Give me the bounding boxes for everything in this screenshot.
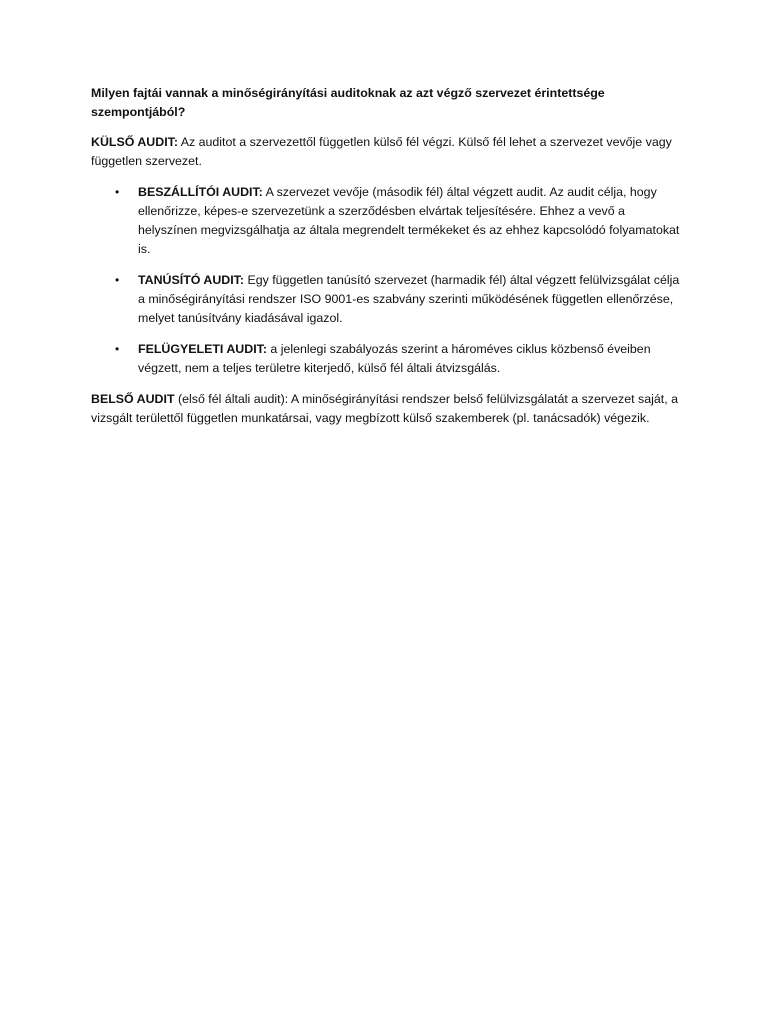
internal-audit-label: BELSŐ AUDIT [91,392,175,406]
question-heading: Milyen fajtái vannak a minőségirányítási auditoknak az azt végző szervezet érintettsége szempontjából? [91,86,605,119]
certification-audit-text: Egy független tanúsító szervezet (harmadik fél) által végzett felülvizsgálat célja a minőségirányítási rendszer ISO 9001-es szabvány szerinti működésének független ellenőrzése, melyet tanúsítvány kiadásával igazol. [138,273,680,325]
external-audit-label: KÜLSŐ AUDIT: [91,135,178,149]
list-item-certification-audit [115,271,681,328]
certification-audit-label: TANÚSÍTÓ AUDIT: [138,273,244,287]
surveillance-audit-label: FELÜGYELETI AUDIT: [138,342,267,356]
internal-audit-text: (első fél általi audit): A minőségirányítási rendszer belső felülvizsgálatát a szervezet saját, a vizsgált területtől független munkatársai, vagy megbízott külső szakemberek (pl. tanácsadók) végezik. [91,392,678,425]
supplier-audit-label: BESZÁLLÍTÓI AUDIT: [138,185,263,199]
list-item-surveillance-audit [115,340,681,378]
bullet-icon: • [115,273,120,287]
internal-audit-paragraph [91,390,681,428]
external-audit-text: Az auditot a szervezettől független külső fél végzi. Külső fél lehet a szervezet vevője vagy független szervezet. [91,135,672,168]
external-audit-paragraph [91,133,681,171]
list-item-supplier-audit [115,183,681,259]
supplier-audit-text: A szervezet vevője (második fél) által végzett audit. Az audit célja, hogy ellenőrizze, képes-e szervezetünk a szerződésben elvártak teljesítésére. Ehhez a vevő a helyszínen megvizsgálhatja az általa megrendelt termékeket és az ehhez kapcsolódó folyamatokat is. [138,185,680,256]
bullet-icon: • [115,342,120,356]
surveillance-audit-text: a jelenlegi szabályozás szerint a hároméves ciklus közbenső éveiben végzett, nem a teljes területre kiterjedő, külső fél általi átvizsgálás. [138,342,651,375]
audit-types-list [91,183,681,378]
document-page [91,84,681,440]
bullet-icon: • [115,185,120,199]
